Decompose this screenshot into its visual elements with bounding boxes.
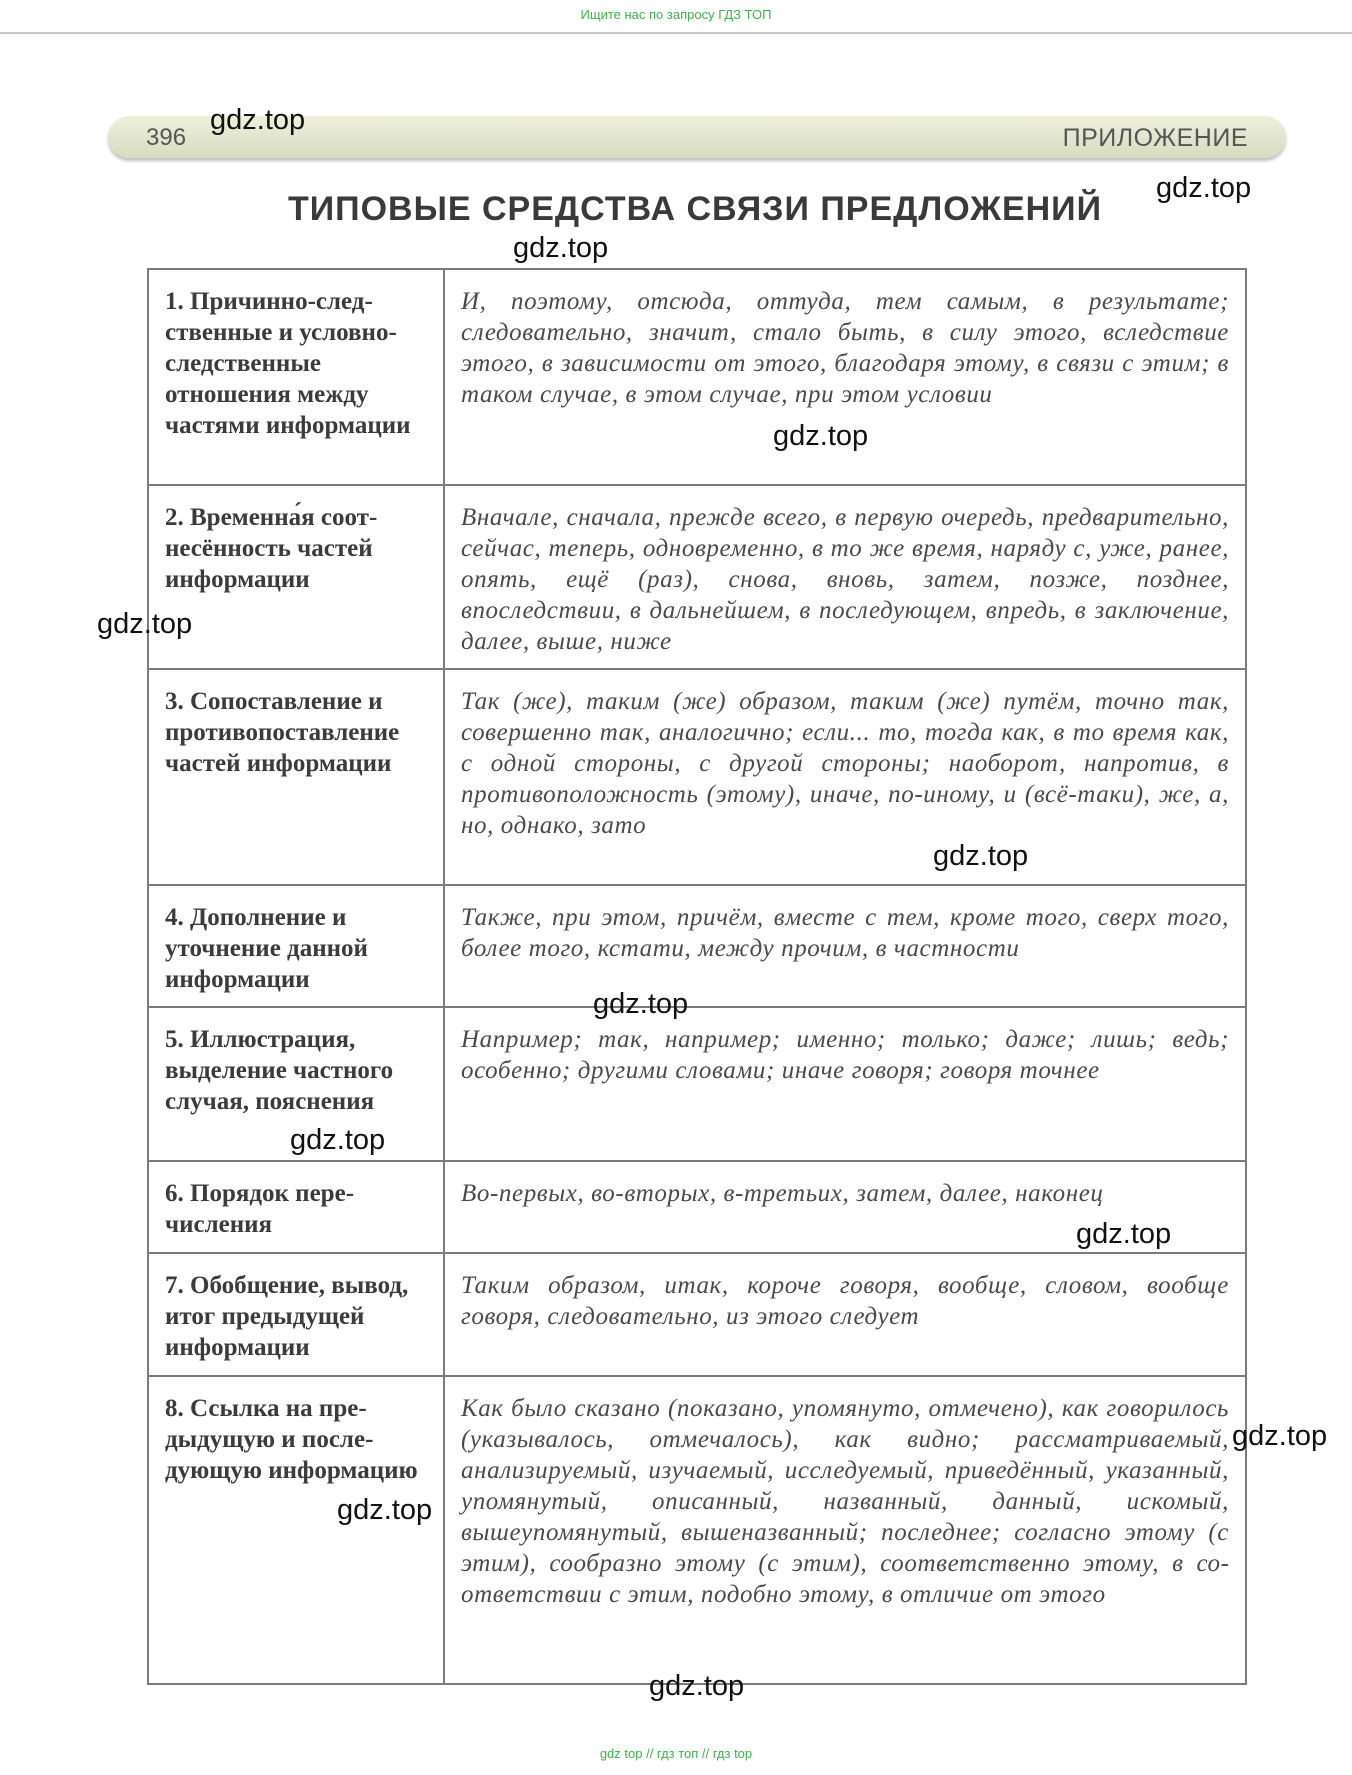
category-cell: 3. Сопоставление и противопоставление частей информации (148, 669, 444, 885)
means-cell: Вначале, сначала, прежде всего, в первую очередь, предварительно, сейчас, теперь, одновременно, в то же время, наряду с, уже, ранее, опять, ещё (раз), снова, вновь, затем, позже, позднее, впоследствии, в дальнейшем, в последующем, впредь, в заключение, далее, выше, ниже (444, 485, 1246, 669)
category-cell: 1. Причинно-следственные и условно-следственные отношения между частями информации (148, 269, 444, 485)
watermark: gdz.top (1232, 1420, 1328, 1452)
watermark: gdz.top (649, 1670, 745, 1702)
watermark: gdz.top (1076, 1218, 1172, 1250)
table-row (148, 1376, 1246, 1684)
watermark: gdz.top (290, 1124, 386, 1156)
watermark: gdz.top (933, 840, 1029, 872)
category-cell: 2. Временна́я соотнесённость частей информации (148, 485, 444, 669)
watermark: gdz.top (513, 232, 609, 264)
watermark: gdz.top (337, 1494, 433, 1526)
means-cell: Так (же), таким (же) образом, таким (же) путём, точно так, совершенно так, аналогично; если... то, тогда как, в то время как, с одной стороны, с другой стороны; наоборот, напротив, в противоположность (этому), иначе, по-иному, и (всё-таки), же, а, но, однако, зато (444, 669, 1246, 885)
category-cell: 6. Порядок перечисления (148, 1161, 444, 1253)
means-cell: Например; так, например; именно; только; даже; лишь; ведь; особенно; другими словами; иначе говоря; говоря точнее (444, 1007, 1246, 1161)
watermark: gdz.top (210, 104, 306, 136)
means-cell: Также, при этом, причём, вместе с тем, кроме того, сверх того, более того, кстати, между прочим, в частности (444, 885, 1246, 1007)
means-cell: Во-первых, во-вторых, в-третьих, затем, далее, наконец (444, 1161, 1246, 1253)
watermark: gdz.top (97, 608, 193, 640)
category-cell: 8. Ссылка на предыдущую и последующую информацию (148, 1376, 444, 1684)
page-title: ТИПОВЫЕ СРЕДСТВА СВЯЗИ ПРЕДЛОЖЕНИЙ (287, 190, 1103, 228)
footer-links: gdz top // гдз топ // гдз top (599, 1746, 753, 1761)
page-number: 396 (146, 124, 187, 151)
category-cell: 5. Иллюстрация, выделение частного случая, пояснения (148, 1007, 444, 1161)
table-row (148, 669, 1246, 885)
top-banner: Ищите нас по запросу ГДЗ ТОП (0, 0, 1352, 34)
table-row (148, 1253, 1246, 1376)
watermark: gdz.top (593, 988, 689, 1020)
table-row (148, 269, 1246, 485)
connectives-table (147, 268, 1247, 1685)
section-title: ПРИЛОЖЕНИЕ (1062, 124, 1248, 152)
watermark: gdz.top (773, 420, 869, 452)
means-cell: Как было сказано (показано, упомянуто, отмечено), как говорилось (указывалось, отмечалось), как видно; рассматриваемый, анализируемый, изучаемый, исследуемый, приведённый, указанный, упомянутый, описанный, названный, данный, искомый, вышеупомянутый, вышеназванный; последнее; согласно этому (с этим), сообразно этому (с этим), соответственно этому, в соответствии с этим, подобно этому, в отличие от этого (444, 1376, 1246, 1684)
table-row (148, 885, 1246, 1007)
table-row (148, 485, 1246, 669)
category-cell: 4. Дополнение и уточнение данной информации (148, 885, 444, 1007)
means-cell: Таким образом, итак, короче говоря, вообще, словом, вообще говоря, следовательно, из этого следует (444, 1253, 1246, 1376)
watermark: gdz.top (1156, 172, 1252, 204)
means-cell: И, поэтому, отсюда, оттуда, тем самым, в результате; следовательно, значит, стало быть, в силу этого, вследствие этого, в зависимости от этого, благодаря этому, в связи с этим; в таком случае, в этом случае, при этом условии (444, 269, 1246, 485)
category-cell: 7. Обобщение, вывод, итог предыдущей информации (148, 1253, 444, 1376)
